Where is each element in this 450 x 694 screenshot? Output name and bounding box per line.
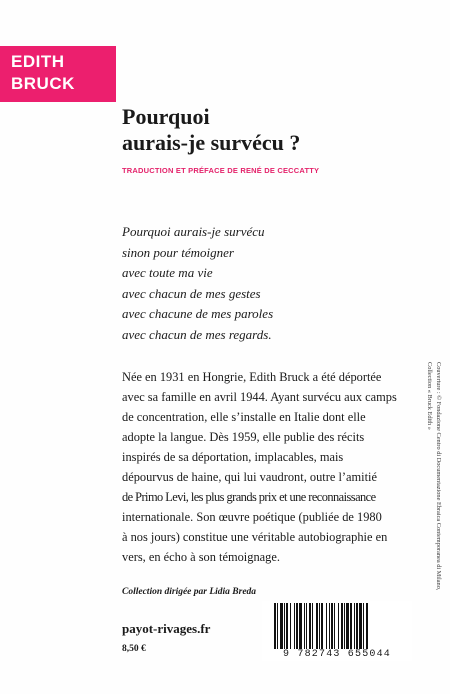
- book-title: [122, 104, 412, 156]
- barcode-bar: [346, 603, 349, 649]
- cover-credits: [421, 362, 443, 662]
- barcode-bar: [286, 603, 288, 649]
- blurb-line: internationale. Son œuvre poétique (publiée de 1980: [122, 510, 382, 524]
- barcode-bar: [306, 603, 307, 649]
- poem-line: Pourquoi aurais-je survécu: [122, 224, 265, 239]
- barcode-bar: [284, 603, 285, 649]
- isbn-number: 9 782743 655044: [262, 649, 412, 660]
- author-last-name: BRUCK: [11, 74, 75, 93]
- barcode-bar: [274, 603, 276, 649]
- barcode-bar: [312, 603, 313, 649]
- barcode-bar: [316, 603, 318, 649]
- author-label: [0, 46, 116, 102]
- blurb-line: dépourvus de haine, qui lui vaudront, outre l’amitié: [122, 470, 377, 484]
- isbn-barcode: [262, 601, 412, 661]
- book-title-line-2: aurais-je survécu ?: [122, 130, 301, 155]
- barcode-bar: [350, 603, 352, 649]
- barcode-bar: [354, 603, 355, 649]
- translation-credit: TRADUCTION ET PRÉFACE DE RENÉ DE CECCATTY: [122, 166, 320, 175]
- barcode-bar: [294, 603, 295, 649]
- barcode-bar: [338, 603, 339, 649]
- barcode-bar: [341, 603, 343, 649]
- poem-line: avec toute ma vie: [122, 265, 213, 280]
- barcode-bar: [290, 603, 291, 649]
- author-first-name: EDITH: [11, 52, 65, 71]
- blurb-line: de concentration, elle s’installe en Italie dont elle: [122, 410, 366, 424]
- barcode-bar: [277, 603, 278, 649]
- barcode-bar: [334, 603, 335, 649]
- barcode-bar: [359, 603, 362, 649]
- barcode-bar: [363, 603, 364, 649]
- blurb-line: avec sa famille en avril 1944. Ayant survécu aux camps: [122, 390, 397, 404]
- credits-line: Collection « Bruck Edith »: [426, 362, 433, 430]
- barcode-bar: [329, 603, 330, 649]
- book-blurb: [122, 367, 408, 567]
- price-label: 8,50 €: [122, 644, 146, 654]
- poem-line: avec chacune de mes paroles: [122, 306, 274, 321]
- barcode-bar: [326, 603, 327, 649]
- barcode-bar: [309, 603, 311, 649]
- barcode-icon: [262, 601, 412, 651]
- barcode-bar: [304, 603, 305, 649]
- blurb-line: inspirés de sa déportation, implacables, mais: [122, 450, 344, 464]
- poem-line: avec chacun de mes regards.: [122, 326, 272, 342]
- barcode-bar: [321, 603, 323, 649]
- poem-line: sinon pour témoigner: [122, 244, 234, 260]
- barcode-bar: [296, 603, 298, 649]
- blurb-line: adopte la langue. Dès 1959, elle publie des récits: [122, 430, 365, 444]
- blurb-line: Née en 1931 en Hongrie, Edith Bruck a été déportée: [122, 370, 382, 384]
- barcode-bar: [319, 603, 320, 649]
- blurb-line: à nos jours) constitue une véritable autobiographie en: [122, 530, 388, 544]
- barcode-bar: [331, 603, 333, 649]
- blurb-line: de Primo Levi, les plus grands prix et une reconnaissance: [122, 490, 376, 504]
- collection-editor: Collection dirigée par Lidia Breda: [122, 587, 257, 597]
- blurb-line: vers, en écho à son témoignage.: [122, 550, 280, 564]
- credits-line: Couverture : © Fondazione Centro di Documentazione Ebraica Contemporanea di Milano,: [435, 362, 442, 591]
- book-title-line-1: Pourquoi: [122, 104, 210, 129]
- barcode-bar: [344, 603, 345, 649]
- barcode-bar: [356, 603, 358, 649]
- barcode-bar: [280, 603, 283, 649]
- barcode-bar: [299, 603, 302, 649]
- poem-line: avec chacun de mes gestes: [122, 285, 261, 301]
- publisher-website[interactable]: payot-rivages.fr: [122, 621, 211, 636]
- barcode-bar: [366, 603, 368, 649]
- poem-excerpt: [122, 222, 382, 345]
